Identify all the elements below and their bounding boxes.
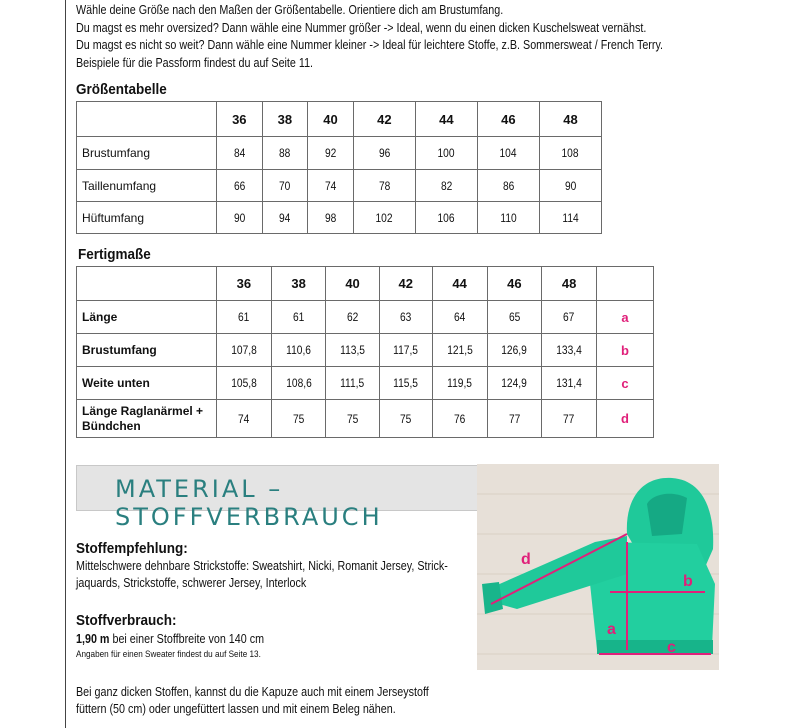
photo-label-d: d [521, 551, 531, 568]
cell-value: 100 [437, 146, 455, 160]
intro-line-3: Du magst es nicht so weit? Dann wähle eine Nummer kleiner -> Ideal für leichtere Stoffe, z.B. Sommersweat / French Terry. [76, 38, 664, 53]
table-cell [379, 334, 432, 367]
table-cell [308, 202, 354, 234]
table-cell [353, 137, 415, 170]
table-cell [542, 367, 597, 400]
table-cell [542, 400, 597, 438]
size-header: 36 [217, 102, 263, 137]
cell-value: 96 [378, 146, 391, 160]
intro-line-2: Du magst es mehr oversized? Dann wähle eine Nummer größer -> Ideal, wenn du einen dicken Kuschelsweat vernähst. [76, 20, 647, 35]
size-header: 38 [262, 102, 308, 137]
cell-value: 119,5 [447, 376, 473, 390]
cell-value: 88 [279, 146, 291, 160]
size-header: 44 [432, 267, 487, 301]
table-row [77, 334, 654, 367]
table-row [77, 400, 654, 438]
table-cell [487, 367, 542, 400]
fabric-recommendation-text [76, 558, 448, 591]
table-row [77, 202, 602, 234]
table-cell [379, 400, 432, 438]
fabric-usage-title: Stoffverbrauch: [76, 612, 177, 629]
cell-value: 76 [453, 411, 466, 426]
table-row [77, 367, 654, 400]
cell-value: 115,5 [393, 376, 419, 390]
table-cell [487, 400, 542, 438]
hood-tip-text [76, 684, 429, 717]
fabric-usage-text [76, 632, 264, 662]
table-cell [415, 202, 477, 234]
row-label: Taillenumfang [77, 170, 217, 202]
size-header: 48 [539, 102, 601, 137]
size-header: 46 [477, 102, 539, 137]
table-cell [271, 334, 326, 367]
cell-value: 113,5 [340, 343, 365, 357]
size-header: 42 [353, 102, 415, 137]
table-cell [539, 170, 601, 202]
cell-value: 92 [324, 146, 337, 160]
intro-text [76, 2, 663, 72]
table-cell [379, 367, 432, 400]
table-cell [432, 400, 487, 438]
size-header: 36 [217, 267, 272, 301]
cell-value: 77 [563, 411, 575, 426]
cell-value: 90 [564, 178, 577, 193]
cell-value: 104 [499, 146, 517, 160]
photo-label-c: c [667, 639, 676, 656]
size-header: 40 [308, 102, 354, 137]
size-header: 48 [542, 267, 597, 301]
row-label: Brustumfang [77, 137, 217, 170]
table-cell [262, 137, 308, 170]
header-empty-cell [597, 267, 654, 301]
cell-value: 75 [400, 411, 412, 426]
table-cell [432, 301, 487, 334]
table-cell [271, 400, 326, 438]
table-cell [477, 170, 539, 202]
usage-rest: bei einer Stoffbreite von 140 cm [109, 632, 265, 646]
header-empty-cell [77, 102, 217, 137]
table-cell [415, 137, 477, 170]
cell-value: 124,9 [501, 376, 528, 390]
cell-value: 98 [324, 210, 337, 225]
measure-letter: d [597, 400, 654, 438]
cell-value: 65 [508, 310, 521, 324]
cell-value: 75 [346, 411, 359, 426]
table-cell [217, 137, 263, 170]
table-cell [217, 170, 263, 202]
text-line: Mittelschwere dehnbare Strickstoffe: Sweatshirt, Nicki, Romanit Jersey, Strick- [76, 559, 448, 573]
table-cell [353, 170, 415, 202]
table-row [77, 170, 602, 202]
page-margin-line [65, 0, 66, 728]
measure-letter: c [597, 367, 654, 400]
row-label: Hüftumfang [77, 202, 217, 234]
cell-value: 110 [500, 210, 517, 225]
usage-note: Angaben für einen Sweater findest du auf Seite 13. [76, 649, 261, 660]
size-header: 38 [271, 267, 326, 301]
table-cell [487, 301, 542, 334]
text-line: jaquards, Strickstoffe, schwerer Jersey, Interlock [76, 575, 307, 590]
intro-line-1: Wähle deine Größe nach den Maßen der Größentabelle. Orientiere dich am Brustumfang. [76, 3, 504, 17]
cell-value: 67 [563, 310, 575, 324]
size-table [76, 101, 602, 234]
table-cell [432, 334, 487, 367]
finished-table-title: Fertigmaße [78, 246, 151, 263]
table-cell [326, 301, 379, 334]
cell-value: 84 [233, 146, 245, 160]
cell-value: 61 [238, 310, 250, 324]
size-header: 46 [487, 267, 542, 301]
table-cell [271, 367, 326, 400]
table-row [77, 301, 654, 334]
text-line [76, 632, 264, 647]
size-table-title: Größentabelle [76, 81, 167, 98]
sweater-illustration [477, 464, 719, 670]
cell-value: 133,4 [556, 343, 582, 357]
cell-value: 114 [562, 210, 579, 225]
measure-letter: b [597, 334, 654, 367]
photo-label-b: b [683, 573, 693, 590]
size-header: 40 [326, 267, 379, 301]
cell-value: 126,9 [501, 343, 528, 357]
fabric-recommendation-title: Stoffempfehlung: [76, 540, 188, 557]
table-cell [542, 334, 597, 367]
intro-line-4: Beispiele für die Passform findest du auf Seite 11. [76, 55, 314, 70]
table-cell [477, 137, 539, 170]
row-label: Brustumfang [77, 334, 217, 367]
table-cell [217, 334, 272, 367]
cell-value: 107,8 [231, 343, 257, 357]
row-label: Länge [77, 301, 217, 334]
table-cell [379, 301, 432, 334]
cell-value: 105,8 [231, 376, 257, 390]
cell-value: 74 [238, 411, 250, 426]
cell-value: 94 [279, 210, 291, 225]
table-cell [326, 400, 379, 438]
table-row [77, 137, 602, 170]
sweater-photo [477, 464, 719, 670]
cell-value: 86 [502, 178, 515, 193]
cell-value: 74 [324, 178, 337, 193]
cell-value: 117,5 [393, 343, 419, 357]
table-cell [308, 137, 354, 170]
table-cell [217, 400, 272, 438]
table-cell [308, 170, 354, 202]
table-cell [326, 367, 379, 400]
table-cell [542, 301, 597, 334]
size-table-header-row [77, 102, 602, 137]
cell-value: 102 [375, 210, 393, 225]
table-cell [262, 170, 308, 202]
cell-value: 108 [561, 146, 579, 160]
table-cell [217, 202, 263, 234]
cell-value: 61 [292, 310, 305, 324]
cell-value: 108,6 [285, 376, 312, 390]
photo-label-a: a [607, 621, 616, 638]
size-header: 42 [379, 267, 432, 301]
table-cell [271, 301, 326, 334]
cell-value: 82 [440, 178, 453, 193]
cell-value: 121,5 [446, 343, 473, 357]
text-line: Bei ganz dicken Stoffen, kannst du die Kapuze auch mit einem Jerseystoff [76, 685, 429, 699]
header-empty-cell [77, 267, 217, 301]
row-label: Weite unten [77, 367, 217, 400]
cell-value: 75 [292, 411, 305, 426]
material-banner-title: MATERIAL – STOFFVERBRAUCH [115, 475, 383, 531]
cell-value: 64 [453, 310, 466, 324]
table-cell [326, 334, 379, 367]
table-cell [353, 202, 415, 234]
cell-value: 66 [233, 178, 245, 193]
finished-table-header-row [77, 267, 654, 301]
table-cell [432, 367, 487, 400]
table-cell [539, 137, 601, 170]
cell-value: 90 [233, 210, 245, 225]
row-label: Länge Raglanärmel + Bündchen [77, 400, 217, 438]
cell-value: 106 [437, 210, 455, 225]
finished-measurements-table [76, 266, 654, 438]
cell-value: 131,4 [556, 376, 582, 390]
cell-value: 70 [279, 178, 291, 193]
cell-value: 111,5 [340, 376, 365, 390]
cell-value: 77 [508, 411, 521, 426]
table-cell [262, 202, 308, 234]
usage-amount: 1,90 m [76, 632, 110, 646]
cell-value: 62 [346, 310, 359, 324]
measure-letter: a [597, 301, 654, 334]
table-cell [477, 202, 539, 234]
table-cell [217, 301, 272, 334]
cell-value: 110,6 [286, 343, 311, 357]
table-cell [487, 334, 542, 367]
size-header: 44 [415, 102, 477, 137]
cell-value: 63 [400, 310, 412, 324]
cell-value: 78 [378, 178, 391, 193]
text-line: füttern (50 cm) oder ungefüttert lassen und mit einem Beleg nähen. [76, 701, 396, 716]
table-cell [217, 367, 272, 400]
table-cell [415, 170, 477, 202]
table-cell [539, 202, 601, 234]
